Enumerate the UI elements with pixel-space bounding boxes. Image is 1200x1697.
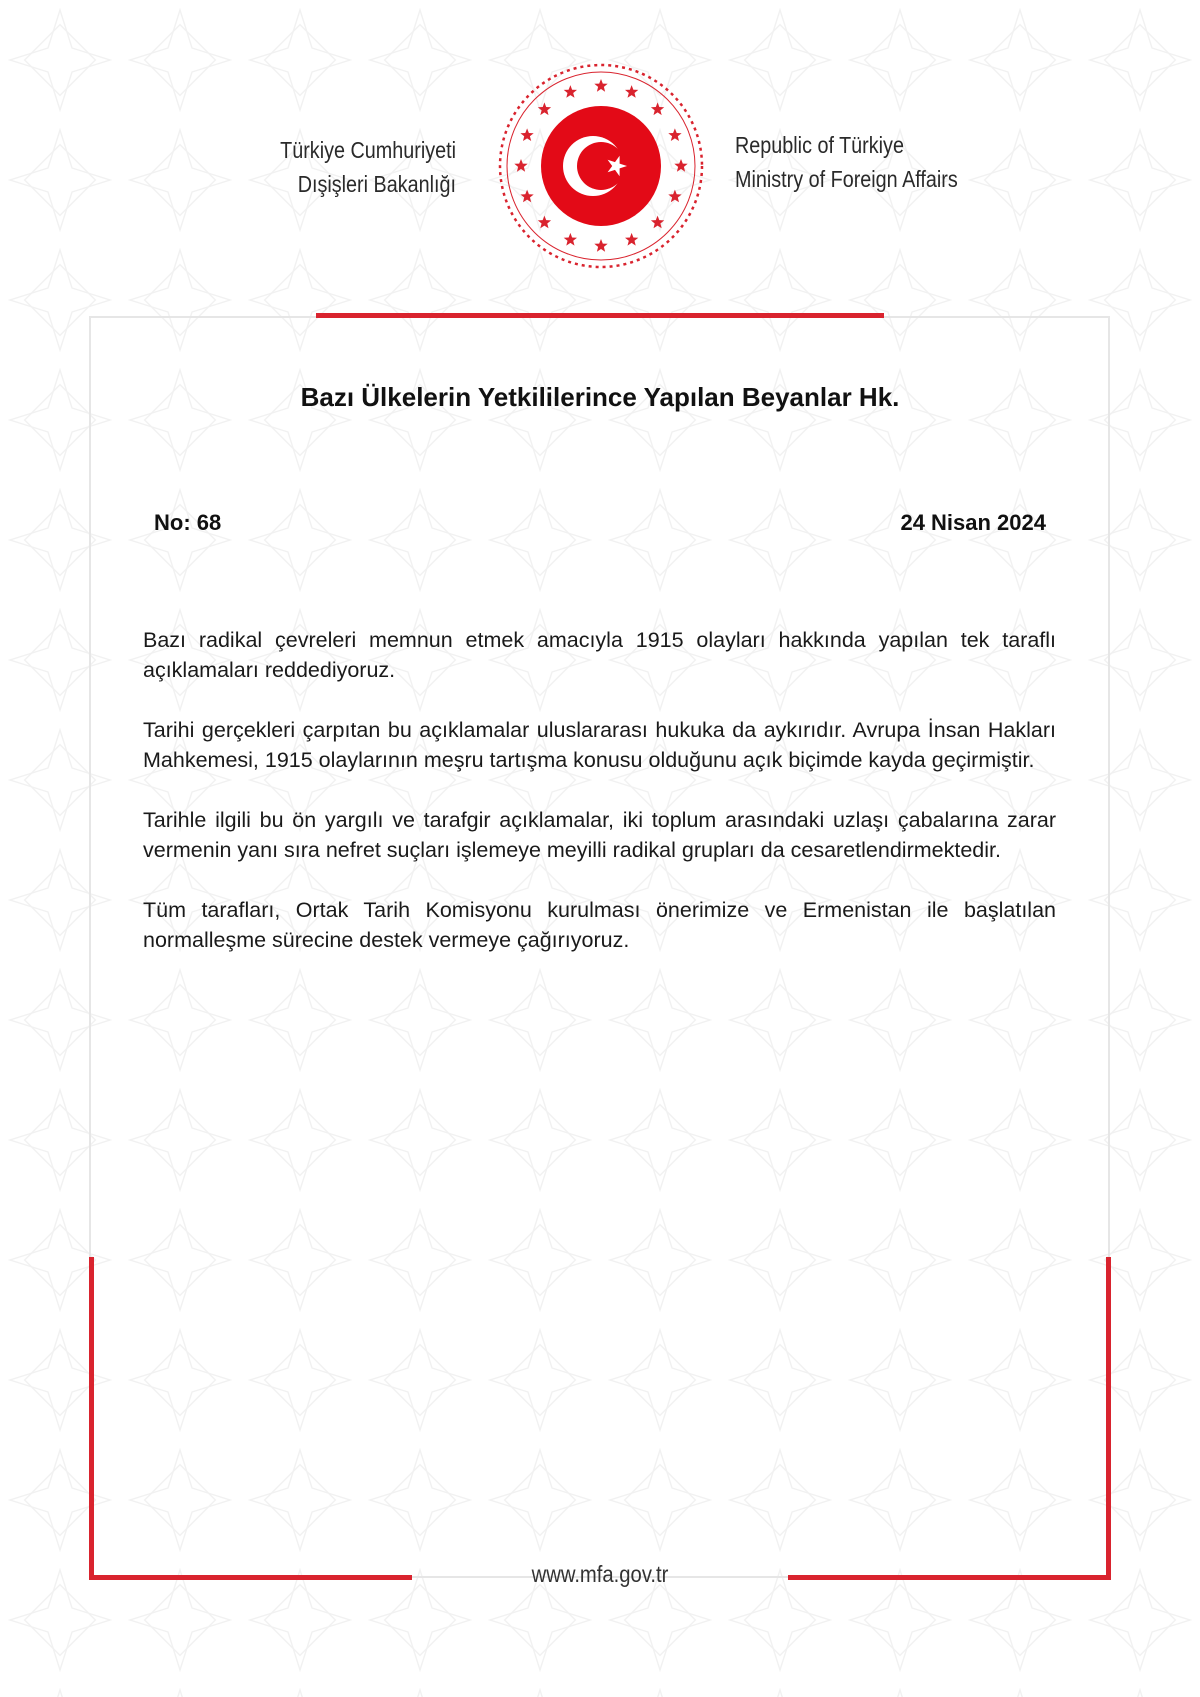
header-right-block (735, 128, 959, 196)
emblem-star-icon (625, 85, 638, 98)
emblem-star-icon (564, 233, 577, 246)
document-date: 24 Nisan 2024 (900, 510, 1046, 535)
emblem-star-icon (514, 159, 527, 172)
header-right-line1: Republic of Türkiye (735, 132, 904, 158)
emblem-star-icon (564, 85, 577, 98)
left-red-corner-horizontal (89, 1575, 412, 1580)
emblem-star-icon (674, 159, 687, 172)
emblem-star-icon (668, 128, 681, 141)
header-left-line1: Türkiye Cumhuriyeti (280, 137, 456, 163)
document-body (143, 625, 1056, 985)
emblem-star-icon (594, 79, 607, 92)
emblem-star-icon (594, 239, 607, 252)
paragraph-1: Bazı radikal çevreleri memnun etmek amacıyla 1915 olayları hakkında yapılan tek taraflı açıklamaları reddediyoruz. (143, 628, 1056, 682)
paragraph-2: Tarihi gerçekleri çarpıtan bu açıklamalar uluslararası hukuka da aykırıdır. Avrupa İnsan Hakları Mahkemesi, 1915 olaylarının meşru tartışma konusu olduğunu açık biçimde kayda geçirmiştir. (143, 718, 1056, 772)
emblem-star-icon (520, 190, 533, 203)
paragraph-3: Tarihle ilgili bu ön yargılı ve tarafgir açıklamalar, iki toplum arasındaki uzlaşı çabalarına zarar vermenin yanı sıra nefret suçları işlemeye meyilli radikal grupları da cesaretlendirmektedir. (143, 808, 1056, 862)
header-left-line2: Dışişleri Bakanlığı (297, 171, 456, 197)
header-left-block (270, 133, 456, 201)
document-number: No: 68 (154, 510, 222, 535)
document-title: Bazı Ülkelerin Yetkililerince Yapılan Beyanlar Hk. (300, 382, 900, 412)
emblem-star-icon (520, 128, 533, 141)
emblem-star-icon (651, 216, 664, 229)
right-red-corner-vertical (1106, 1257, 1111, 1580)
emblem-star-icon (538, 102, 551, 115)
paragraph-4: Tüm tarafları, Ortak Tarih Komisyonu kurulması önerimize ve Ermenistan ile başlatılan normalleşme sürecine destek vermeye çağırıyoruz. (143, 898, 1056, 952)
footer-url[interactable]: www.mfa.gov.tr (531, 1561, 669, 1587)
emblem-star-icon (625, 233, 638, 246)
header-right-line2: Ministry of Foreign Affairs (735, 166, 958, 192)
emblem-star-icon (651, 102, 664, 115)
emblem-star-icon (538, 216, 551, 229)
ministry-emblem-icon (497, 62, 705, 270)
emblem-star-icon (668, 190, 681, 203)
left-red-corner-vertical (89, 1257, 94, 1580)
right-red-corner-horizontal (788, 1575, 1111, 1580)
top-red-rule (316, 313, 884, 318)
